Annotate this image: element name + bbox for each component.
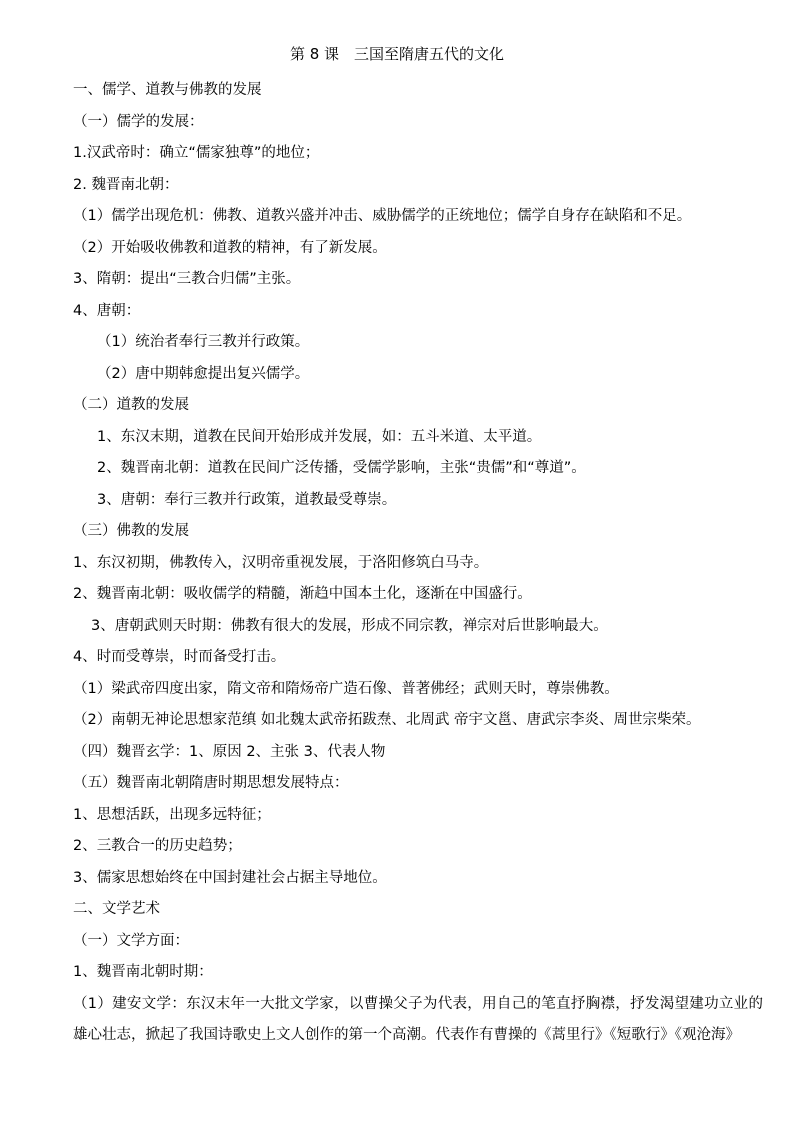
text-line: 3、唐朝：奉行三教并行政策，道教最受尊崇。 [97, 491, 397, 508]
text-line: （1）梁武帝四度出家，隋文帝和隋炀帝广造石像、普著佛经；武则天时，尊崇佛教。 [73, 680, 619, 697]
text-line: （二）道教的发展 [73, 397, 189, 413]
paragraph-jian-an-literature: （1）建安文学：东汉末年一大批文学家，以曹操父子为代表，用自己的笔直抒胸襟，抒发渴望建功立业的雄心壮志，掀起了我国诗歌史上文人创作的第一个高潮。代表作有曹操的《蒿里行》《短歌行》《观沧海》 [73, 995, 763, 1043]
text-line: （五）魏晋南北朝隋唐时期思想发展特点： [73, 775, 349, 791]
text-line: 二、文学艺术 [73, 901, 160, 917]
text-line: 1、东汉初期，佛教传入，汉明帝重视发展，于洛阳修筑白马寺。 [73, 554, 489, 571]
text-line: （2）南朝无神论思想家范缜 如北魏太武帝拓跋焘、北周武 帝宇文邕、唐武宗李炎、周世宗柴荣。 [73, 712, 701, 728]
text-line: 3、儒家思想始终在中国封建社会占据主导地位。 [73, 869, 387, 886]
text-line: 1、东汉末期，道教在民间开始形成并发展，如：五斗米道、太平道。 [97, 428, 542, 445]
text-line: 1、魏晋南北朝时期： [73, 964, 213, 980]
text-line: 2、魏晋南北朝：道教在民间广泛传播，受儒学影响，主张“贵儒”和“尊道”。 [97, 460, 586, 476]
text-line: 4、时而受尊崇，时而备受打击。 [73, 649, 286, 665]
text-line: 1.汉武帝时：确立“儒家独尊”的地位； [73, 145, 320, 161]
text-line: （四）魏晋玄学：1、原因 2、主张 3、代表人物 [73, 743, 386, 760]
text-line: 2、魏晋南北朝：吸收儒学的精髓，渐趋中国本土化，逐渐在中国盛行。 [73, 586, 532, 602]
lesson-title: 第 8 课 三国至隋唐五代的文化 [289, 45, 505, 63]
document-body [73, 75, 773, 1052]
text-line: 1、思想活跃，出现多远特征； [73, 806, 271, 823]
text-line: 3、唐朝武则天时期：佛教有很大的发展，形成不同宗教，禅宗对后世影响最大。 [91, 617, 608, 634]
text-line: （1）儒学出现危机：佛教、道教兴盛并冲击、威胁儒学的正统地位；儒学自身存在缺陷和不足。 [73, 208, 692, 224]
text-line: （三）佛教的发展 [73, 523, 189, 539]
text-line: （2）唐中期韩愈提出复兴儒学。 [97, 365, 310, 382]
text-line: （1）统治者奉行三教并行政策。 [97, 334, 310, 350]
text-line: 4、唐朝： [73, 302, 141, 319]
text-line: （一）儒学的发展： [73, 113, 204, 130]
text-line: 2、三教合一的历史趋势； [73, 838, 242, 854]
text-line: （2）开始吸收佛教和道教的精神，有了新发展。 [73, 239, 387, 256]
text-line: 一、儒学、道教与佛教的发展 [73, 82, 262, 98]
text-line: （一）文学方面： [73, 932, 189, 949]
text-line: 3、隋朝：提出“三教合归儒”主张。 [73, 271, 301, 287]
text-line: 2. 魏晋南北朝： [73, 176, 179, 193]
